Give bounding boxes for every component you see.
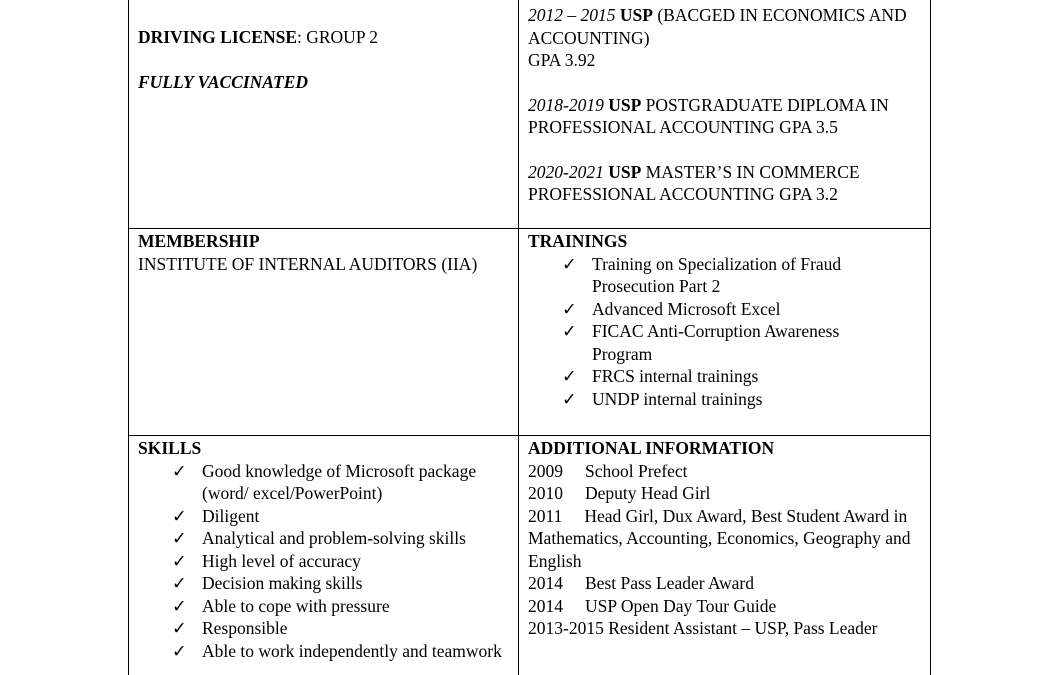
check-icon: ✓ <box>172 528 187 548</box>
list-item-text: Analytical and problem-solving skills <box>202 528 466 548</box>
additional-section <box>528 437 918 640</box>
edu-inst: USP <box>619 5 653 25</box>
item-text: Best Pass Leader Award <box>585 573 754 593</box>
additional-item <box>528 595 918 618</box>
check-icon: ✓ <box>562 253 577 274</box>
membership-text: INSTITUTE OF INTERNAL AUDITORS (IIA) <box>138 253 478 274</box>
check-icon: ✓ <box>172 573 187 593</box>
list-item-text: Decision making skills <box>202 573 363 593</box>
check-icon: ✓ <box>172 618 187 638</box>
list-item-text: Good knowledge of Microsoft package (word/ excel/PowerPoint) <box>202 460 477 503</box>
item-text: School Prefect <box>585 460 688 481</box>
driving-value: : GROUP 2 <box>297 27 379 47</box>
list-item <box>138 550 513 573</box>
list-item <box>138 505 513 528</box>
list-item <box>528 253 878 298</box>
membership-section <box>138 230 483 275</box>
additional-item: 2013-2015 Resident Assistant – USP, Pass Leader <box>528 618 878 638</box>
check-icon: ✓ <box>562 321 577 341</box>
item-year: 2010 <box>528 483 563 503</box>
check-icon: ✓ <box>172 505 187 526</box>
edu-years: 2012 – 2015 <box>528 5 616 25</box>
trainings-section <box>528 230 878 410</box>
list-item <box>138 617 513 640</box>
table-border-middle <box>518 0 519 675</box>
list-item-text: UNDP internal trainings <box>592 388 763 409</box>
additional-item <box>528 482 918 505</box>
edu-gpa: GPA 3.92 <box>528 50 596 70</box>
check-icon: ✓ <box>562 366 577 386</box>
check-icon: ✓ <box>562 388 577 409</box>
list-item-text: High level of accuracy <box>202 550 361 571</box>
edu-inst: USP <box>608 94 642 115</box>
item-text: Head Girl, Dux Award, Best Student Award in Mathematics, Accounting, Economics, Geography and English <box>528 505 911 571</box>
item-year: 2014 <box>528 595 563 616</box>
table-border-right <box>930 0 931 675</box>
list-item <box>528 298 878 321</box>
list-item <box>138 640 513 663</box>
list-item-text: Advanced Microsoft Excel <box>592 298 781 319</box>
table-border-left <box>128 0 129 675</box>
check-icon: ✓ <box>562 298 577 319</box>
item-year: 2011 <box>528 505 563 526</box>
list-item <box>528 388 878 411</box>
section-title: SKILLS <box>138 438 202 458</box>
edu-years: 2020-2021 <box>528 161 604 182</box>
list-item-text: Diligent <box>202 505 260 526</box>
check-icon: ✓ <box>172 595 187 616</box>
check-icon: ✓ <box>172 550 187 571</box>
skills-section <box>138 437 513 662</box>
item-year: 2014 <box>528 573 563 593</box>
list-item <box>528 365 878 388</box>
item-year: 2009 <box>528 460 563 481</box>
list-item <box>138 572 513 595</box>
check-icon: ✓ <box>172 460 187 481</box>
check-icon: ✓ <box>172 640 187 661</box>
item-text: USP Open Day Tour Guide <box>585 595 777 616</box>
item-text: Deputy Head Girl <box>585 483 711 503</box>
section-title: TRAININGS <box>528 231 628 251</box>
list-item-text: FRCS internal trainings <box>592 366 759 386</box>
list-item-text: Responsible <box>202 618 288 638</box>
edu-desc: MASTER’S IN COMMERCE PROFESSIONAL ACCOUNTING GPA 3.2 <box>528 161 860 204</box>
section-title: ADDITIONAL INFORMATION <box>528 438 775 458</box>
driving-label: DRIVING LICENSE <box>138 27 297 47</box>
additional-item <box>528 505 918 573</box>
edu-inst: USP <box>608 161 642 182</box>
edu-desc: (BACGED IN ECONOMICS AND ACCOUNTING) <box>528 5 907 48</box>
personal-info <box>138 26 513 93</box>
additional-item <box>528 460 918 483</box>
list-item-text: Able to work independently and teamwork <box>202 640 502 661</box>
edu-desc: POSTGRADUATE DIPLOMA IN PROFESSIONAL ACCOUNTING GPA 3.5 <box>528 94 889 137</box>
education <box>528 4 918 206</box>
vaccinated: FULLY VACCINATED <box>138 71 309 92</box>
section-title: MEMBERSHIP <box>138 231 260 251</box>
list-item-text: Training on Specialization of Fraud Prosecution Part 2 <box>592 253 842 296</box>
list-item-text: FICAC Anti-Corruption Awareness Program <box>592 321 840 364</box>
additional-item <box>528 572 918 595</box>
list-item <box>138 460 513 505</box>
list-item <box>138 527 513 550</box>
edu-years: 2018-2019 <box>528 94 604 115</box>
list-item-text: Able to cope with pressure <box>202 595 390 616</box>
list-item <box>138 595 513 618</box>
list-item <box>528 320 878 365</box>
